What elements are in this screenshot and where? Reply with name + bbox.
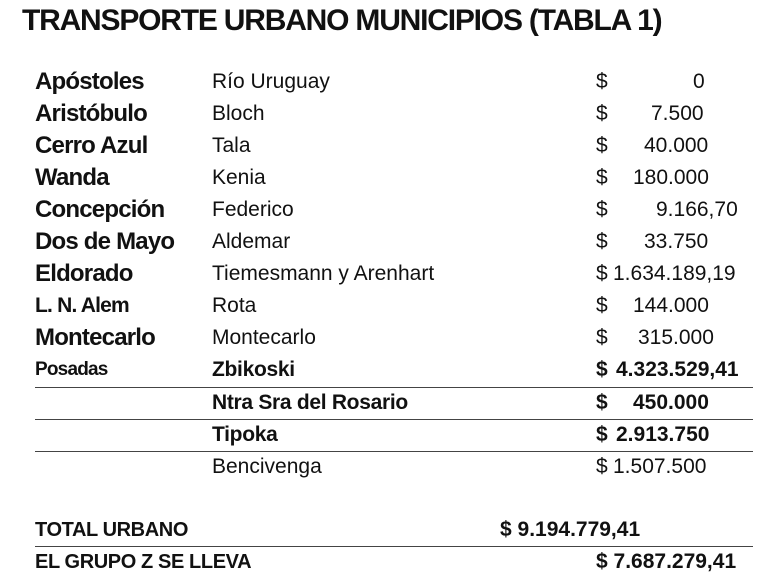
table-row <box>0 451 775 483</box>
municipio-name: Cerro Azul <box>35 132 148 159</box>
amount-value: 450.000 <box>633 391 709 414</box>
empresa-name: Ntra Sra del Rosario <box>212 391 408 414</box>
empresa-name: Bencivenga <box>212 455 322 478</box>
table-row <box>0 194 775 226</box>
municipio-name: Posadas <box>35 359 108 380</box>
table-row <box>0 226 775 258</box>
amount-value: 315.000 <box>638 326 714 349</box>
amount-value: 4.323.529,41 <box>616 358 739 381</box>
table-row <box>0 419 775 451</box>
municipio-name: Montecarlo <box>35 324 156 351</box>
table-row <box>0 354 775 386</box>
amount-value: 9.166,70 <box>656 198 738 221</box>
currency-sign: $ <box>596 294 608 317</box>
table-row <box>0 98 775 130</box>
table-row <box>0 66 775 98</box>
table-row <box>0 162 775 194</box>
currency-sign: $ <box>596 358 608 381</box>
municipio-name: L. N. Alem <box>35 294 129 317</box>
currency-sign: $ <box>596 423 608 446</box>
table-row <box>0 387 775 419</box>
amount-value: 180.000 <box>633 166 709 189</box>
empresa-name: Tala <box>212 134 251 157</box>
municipio-name: Apóstoles <box>35 68 144 95</box>
grupo-z-value: $ 7.687.279,41 <box>596 550 737 573</box>
amount-value: 144.000 <box>633 294 709 317</box>
municipio-name: Concepción <box>35 196 165 223</box>
amount-value: 0 <box>693 70 705 93</box>
currency-sign: $ <box>596 198 608 221</box>
currency-sign: $ <box>596 262 608 285</box>
table-row <box>0 290 775 322</box>
currency-sign: $ <box>596 166 608 189</box>
amount-value: 40.000 <box>644 134 709 157</box>
currency-sign: $ <box>596 134 608 157</box>
empresa-name: Montecarlo <box>212 326 316 349</box>
empresa-name: Tipoka <box>212 423 278 446</box>
amount-value: 33.750 <box>644 230 709 253</box>
empresa-name: Federico <box>212 198 294 221</box>
municipio-name: Dos de Mayo <box>35 228 175 255</box>
table-row <box>0 130 775 162</box>
currency-sign: $ <box>596 455 608 478</box>
municipio-name: Wanda <box>35 164 109 191</box>
currency-sign: $ <box>596 102 608 125</box>
amount-value: 1.634.189,19 <box>613 262 736 285</box>
currency-sign: $ <box>596 230 608 253</box>
page-title: TRANSPORTE URBANO MUNICIPIOS (TABLA 1) <box>22 4 662 37</box>
amount-value: 1.507.500 <box>613 455 707 478</box>
empresa-name: Rota <box>212 294 257 317</box>
empresa-name: Bloch <box>212 102 265 125</box>
empresa-name: Zbikoski <box>212 358 295 381</box>
amount-value: 2.913.750 <box>616 423 710 446</box>
empresa-name: Río Uruguay <box>212 70 330 93</box>
empresa-name: Tiemesmann y Arenhart <box>212 262 435 285</box>
empresa-name: Aldemar <box>212 230 291 253</box>
total-urbano-label: TOTAL URBANO <box>35 519 188 541</box>
currency-sign: $ <box>596 326 608 349</box>
currency-sign: $ <box>596 70 608 93</box>
amount-value: 7.500 <box>651 102 704 125</box>
grupo-z-label: EL GRUPO Z SE LLEVA <box>35 551 252 573</box>
currency-sign: $ <box>596 391 608 414</box>
total-urbano-value: $ 9.194.779,41 <box>500 518 641 541</box>
table-row <box>0 258 775 290</box>
municipio-name: Aristóbulo <box>35 100 147 127</box>
table-row <box>0 322 775 354</box>
empresa-name: Kenia <box>212 166 266 189</box>
municipio-name: Eldorado <box>35 260 133 287</box>
